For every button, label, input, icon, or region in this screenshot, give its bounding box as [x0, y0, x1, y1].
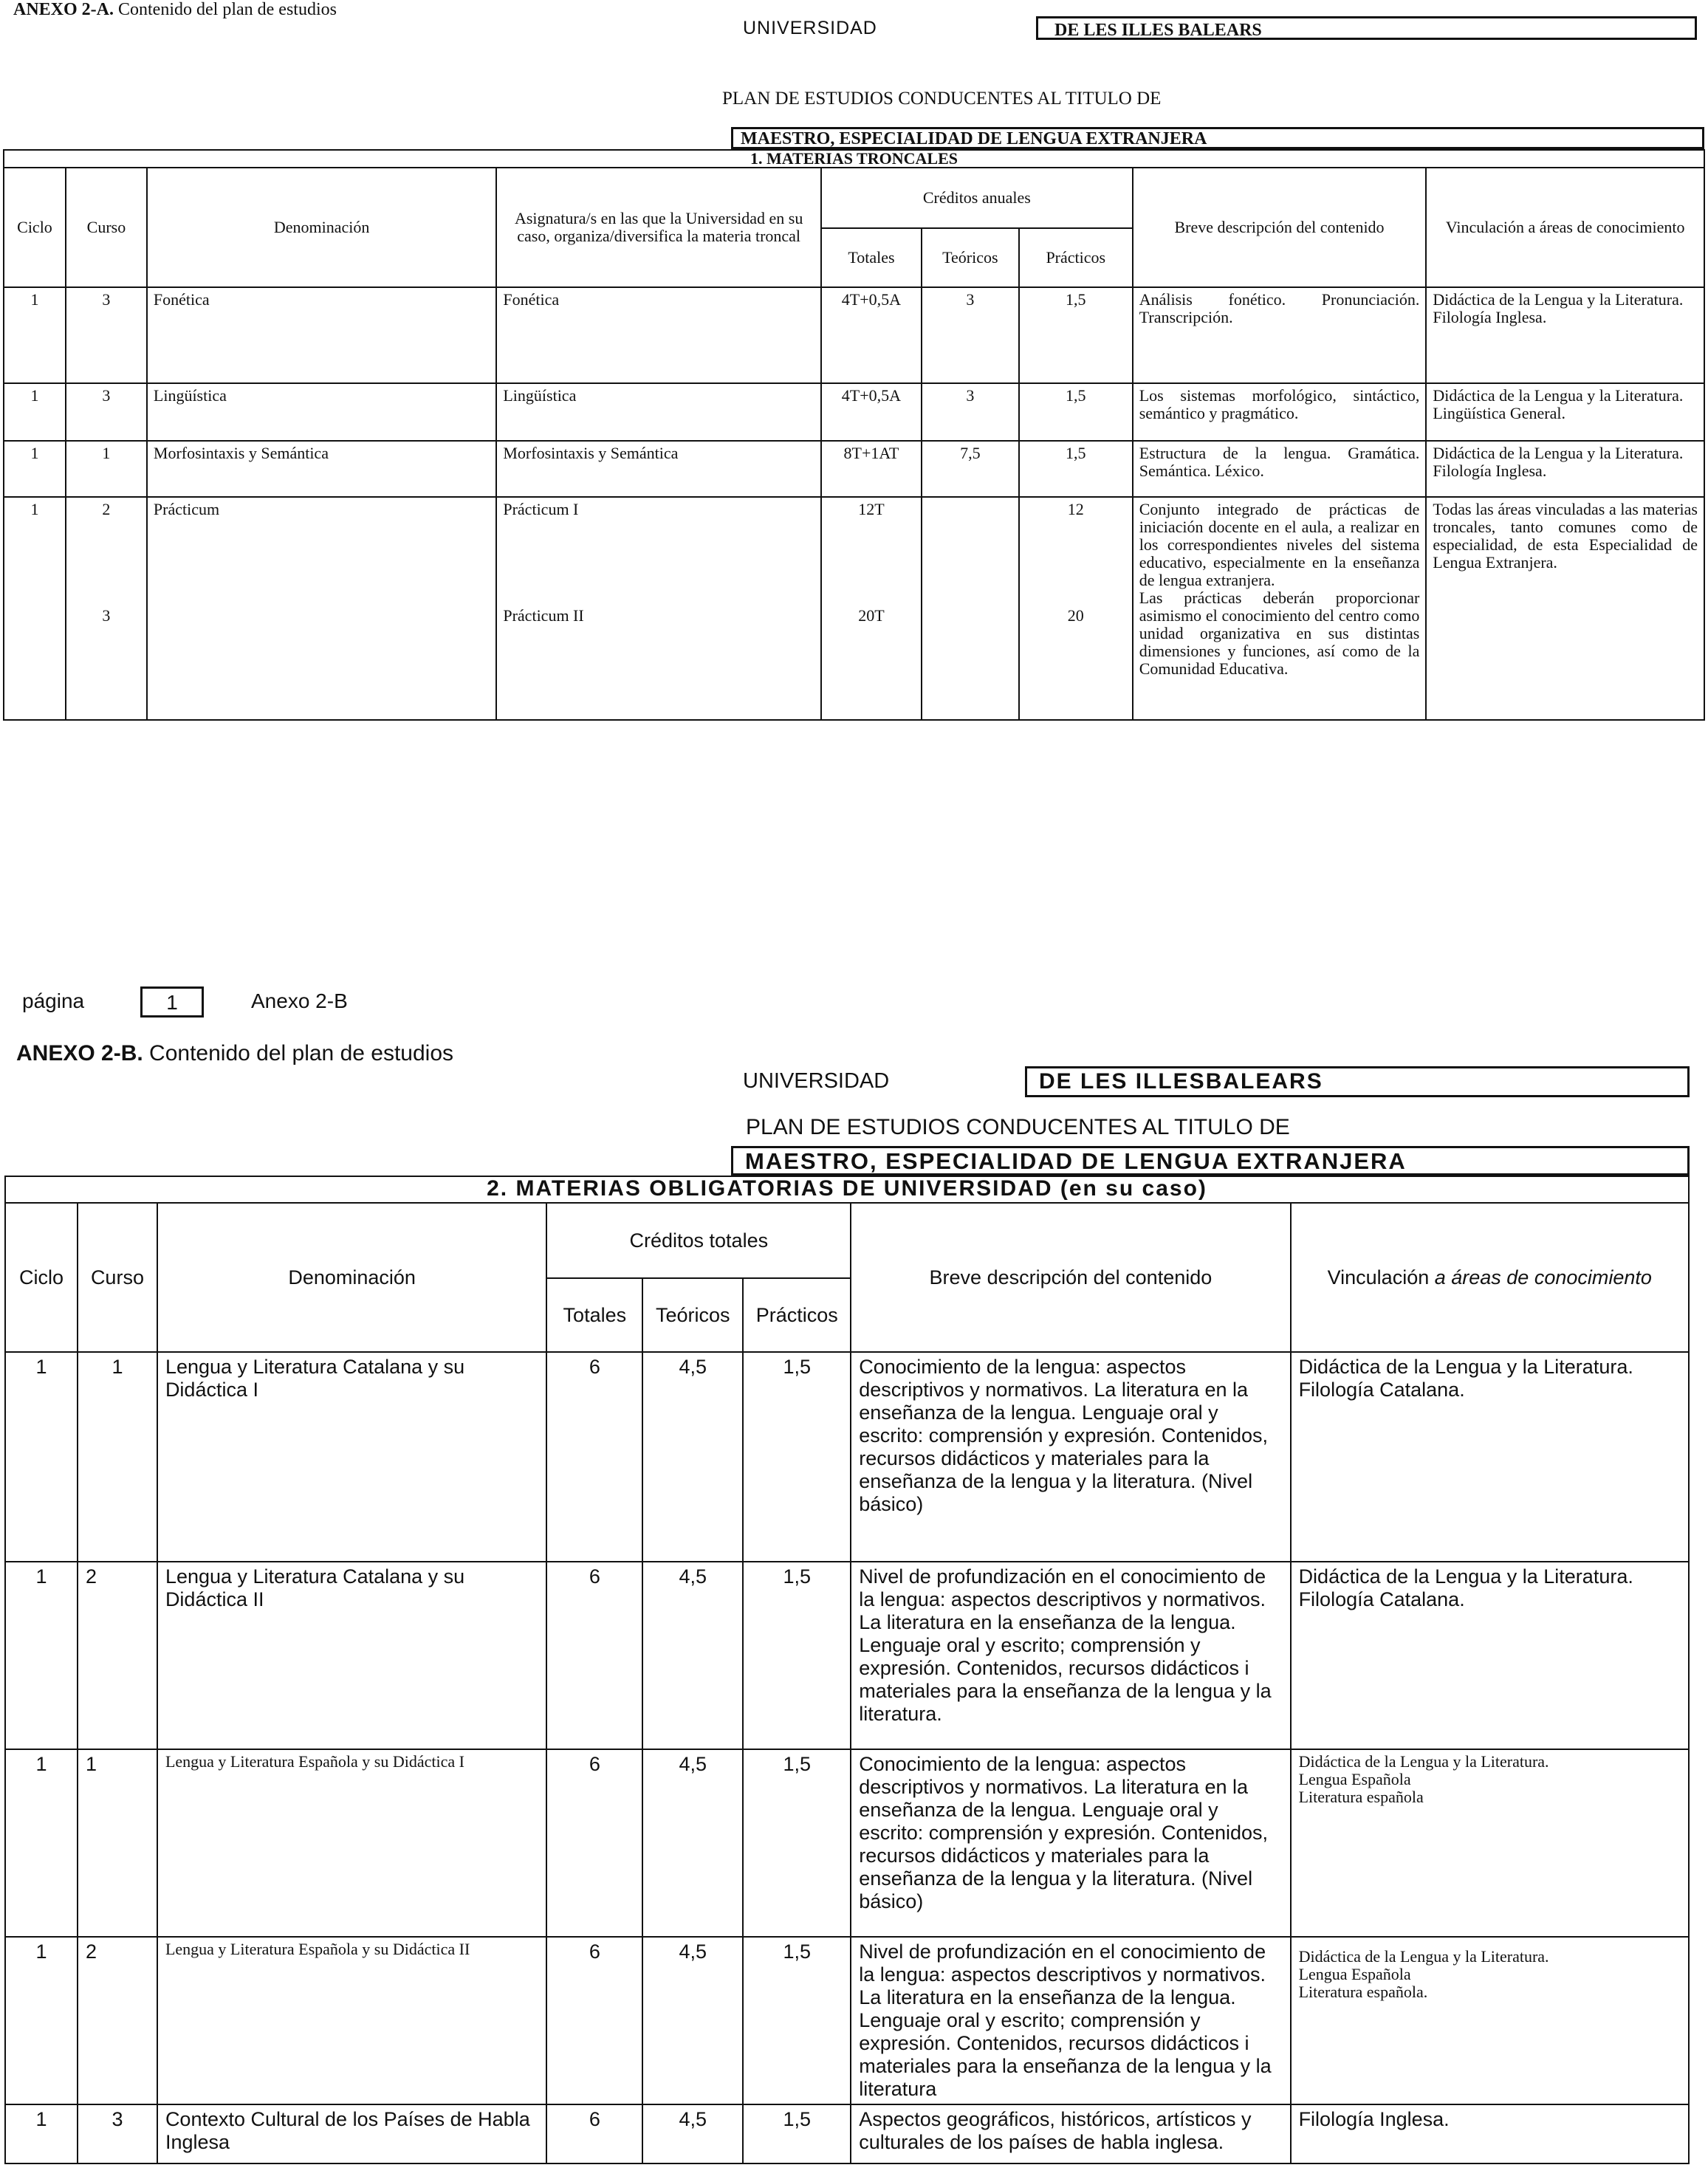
cell-totales: 8T+1AT [821, 441, 922, 497]
cell-denominacion: Lengua y Literatura Catalana y su Didáctica I [157, 1352, 546, 1562]
cell-teoricos [922, 497, 1019, 720]
cell-denominacion: Lengua y Literatura Española y su Didáctica II [157, 1937, 546, 2104]
table-row [5, 2104, 1689, 2163]
table-row [4, 497, 1704, 720]
annex-a-university-label: UNIVERSIDAD [743, 18, 877, 38]
table-row [4, 441, 1704, 497]
cell-vinculacion [1291, 1352, 1689, 1562]
annex-a-degree: MAESTRO, ESPECIALIDAD DE LENGUA EXTRANJERA [731, 127, 1704, 149]
vinculacion-line: Filología Catalana. [1298, 1379, 1465, 1401]
annex-a-code: ANEXO 2-A. [13, 0, 114, 19]
table-row [5, 1749, 1689, 1937]
vinculacion-line: Didáctica de la Lengua y la Literatura. [1298, 1565, 1633, 1588]
cell-ciclo: 1 [5, 1749, 78, 1937]
cell-practicos: 1,5 [1019, 383, 1133, 441]
cell-teoricos: 3 [922, 287, 1019, 383]
curso-value: 2 [102, 500, 111, 518]
cell-descripcion: Conocimiento de la lengua: aspectos descriptivos y normativos. La literatura en la enseñanza de la lengua. Lenguaje oral y escrito: comprensión y expresión. Contenidos, recursos didácticos y materiales para la enseñanza de la lengua y la literatura. (Nivel básico) [851, 1749, 1290, 1937]
page-label: página [22, 989, 85, 1012]
header-descripcion: Breve descripción del contenido [1133, 168, 1427, 287]
cell-descripcion: Nivel de profundización en el conocimiento de la lengua: aspectos descriptivos y normativos. La literatura en la enseñanza de la lengua. Lenguaje oral y escrito; comprensión y expresión. Contenidos, recursos didácticos i materiales para la enseñanza de la lengua y la literatura. [851, 1562, 1290, 1749]
cell-practicos: 1,5 [1019, 441, 1133, 497]
header-denominacion: Denominación [147, 168, 496, 287]
vinculacion-line: Filología Inglesa. [1298, 2108, 1450, 2130]
cell-totales: 6 [546, 1352, 642, 1562]
cell-totales: 6 [546, 2104, 642, 2163]
cell-vinculacion [1291, 2104, 1689, 2163]
header-vinculacion: Vinculación a áreas de conocimiento [1426, 168, 1704, 287]
cell-curso: 1 [66, 441, 147, 497]
cell-denominacion: Prácticum [147, 497, 496, 720]
annex-a-university-name: DE LES ILLES BALEARS [1036, 16, 1697, 40]
vinculacion-line: Didáctica de la Lengua y la Literatura. [1433, 290, 1684, 309]
practicos-value: 20 [1067, 606, 1084, 625]
troncales-table [3, 149, 1705, 721]
vinculacion-line: Filología Catalana. [1298, 1588, 1465, 1610]
cell-totales: 6 [546, 1749, 642, 1937]
vinculacion-line: Lengua Española [1298, 1770, 1411, 1788]
cell-descripcion: Conocimiento de la lengua: aspectos descriptivos y normativos. La literatura en la enseñanza de la lengua. Lenguaje oral y escrito: comprensión y expresión. Contenidos, recursos didácticos y materiales para la enseñanza de la lengua y la literatura. (Nivel básico) [851, 1352, 1290, 1562]
header-creditos: Créditos anuales [821, 168, 1133, 228]
cell-totales: 6 [546, 1562, 642, 1749]
cell-vinculacion [1426, 383, 1704, 441]
totales-value: 12T [858, 500, 885, 518]
practicos-value: 12 [1067, 500, 1084, 518]
cell-vinculacion [1426, 287, 1704, 383]
cell-teoricos: 4,5 [642, 1352, 743, 1562]
cell-teoricos: 4,5 [642, 1562, 743, 1749]
cell-denominacion: Lengua y Literatura Catalana y su Didáctica II [157, 1562, 546, 1749]
header-vinculacion-b: a áreas de conocimiento [1434, 1266, 1652, 1288]
cell-descripcion: Estructura de la lengua. Gramática. Semántica. Léxico. [1133, 441, 1427, 497]
descripcion-paragraph: Las prácticas deberán proporcionar asimismo el conocimiento del centro como unidad organizativa en sus distintas dimensiones y funciones, así como de la Comunidad Educativa. [1139, 588, 1420, 678]
cell-teoricos: 4,5 [642, 2104, 743, 2163]
cell-ciclo: 1 [4, 441, 66, 497]
cell-asignatura: Morfosintaxis y Semántica [496, 441, 821, 497]
header-denominacion: Denominación [157, 1203, 546, 1352]
asignatura-value: Prácticum I [503, 500, 579, 518]
cell-descripcion: Análisis fonético. Pronunciación. Transcripción. [1133, 287, 1427, 383]
header-curso: Curso [66, 168, 147, 287]
cell-curso: 3 [78, 2104, 157, 2163]
cell-denominacion: Lengua y Literatura Española y su Didáctica I [157, 1749, 546, 1937]
cell-vinculacion [1291, 1937, 1689, 2104]
header-ciclo: Ciclo [4, 168, 66, 287]
cell-curso [66, 497, 147, 720]
annex-b-subtitle: Contenido del plan de estudios [143, 1041, 454, 1066]
table-row [5, 1937, 1689, 2104]
header-descripcion: Breve descripción del contenido [851, 1203, 1290, 1352]
cell-practicos [1019, 497, 1133, 720]
cell-ciclo: 1 [4, 287, 66, 383]
vinculacion-line: Didáctica de la Lengua y la Literatura. [1298, 1752, 1549, 1771]
cell-descripcion: Aspectos geográficos, históricos, artísticos y culturales de los países de habla inglesa. [851, 2104, 1290, 2163]
header-totales: Totales [821, 228, 922, 287]
asignatura-value: Prácticum II [503, 606, 584, 625]
cell-curso: 1 [78, 1352, 157, 1562]
cell-vinculacion: Todas las áreas vinculadas a las materias troncales, tanto comunes como de especialidad, de esta Especialidad de Lengua Extranjera. [1426, 497, 1704, 720]
cell-vinculacion [1426, 441, 1704, 497]
vinculacion-line: Filología Inglesa. [1433, 308, 1547, 326]
cell-ciclo: 1 [5, 1352, 78, 1562]
cell-ciclo: 1 [5, 1562, 78, 1749]
header-vinculacion-a: Vinculación [1327, 1266, 1435, 1288]
cell-denominacion: Morfosintaxis y Semántica [147, 441, 496, 497]
cell-denominacion: Contexto Cultural de los Países de Habla Inglesa [157, 2104, 546, 2163]
vinculacion-line: Literatura española [1298, 1788, 1424, 1806]
header-asignatura: Asignatura/s en las que la Universidad en su caso, organiza/diversifica la materia troncal [496, 168, 821, 287]
annex-b-title [16, 1041, 453, 1066]
vinculacion-line: Didáctica de la Lengua y la Literatura. [1298, 1356, 1633, 1378]
cell-descripcion: Nivel de profundización en el conocimiento de la lengua: aspectos descriptivos y normativos. La literatura en la enseñanza de la lengua. Lenguaje oral y escrito; comprensión y expresión. Contenidos, recursos didácticos i materiales para la enseñanza de la lengua y la literatura [851, 1937, 1290, 2104]
cell-totales [821, 497, 922, 720]
cell-practicos: 1,5 [743, 1562, 851, 1749]
cell-curso: 2 [78, 1937, 157, 2104]
cell-curso: 3 [66, 383, 147, 441]
page-number: 1 [140, 986, 204, 1018]
vinculacion-line: Lingüística General. [1433, 404, 1565, 422]
cell-vinculacion [1291, 1562, 1689, 1749]
cell-asignatura: Lingüística [496, 383, 821, 441]
annex-b-degree: MAESTRO, ESPECIALIDAD DE LENGUA EXTRANJERA [731, 1146, 1690, 1176]
cell-curso: 1 [78, 1749, 157, 1937]
cell-teoricos: 4,5 [642, 1937, 743, 2104]
cell-ciclo: 1 [4, 497, 66, 720]
cell-practicos: 1,5 [743, 1352, 851, 1562]
cell-totales: 6 [546, 1937, 642, 2104]
cell-descripcion [1133, 497, 1427, 720]
header-teoricos: Teóricos [642, 1278, 743, 1352]
cell-practicos: 1,5 [743, 1749, 851, 1937]
table-row [5, 1562, 1689, 1749]
annex-b-code: ANEXO 2-B. [16, 1041, 143, 1066]
cell-teoricos: 4,5 [642, 1749, 743, 1937]
page-annex-label: Anexo 2-B [251, 989, 348, 1012]
vinculacion-line: Didáctica de la Lengua y la Literatura. [1433, 386, 1684, 405]
table-row [4, 383, 1704, 441]
vinculacion-line: Didáctica de la Lengua y la Literatura. [1298, 1947, 1549, 1966]
cell-denominacion: Lingüística [147, 383, 496, 441]
totales-value: 20T [858, 606, 885, 625]
table-row [4, 287, 1704, 383]
obligatorias-table-title: 2. MATERIAS OBLIGATORIAS DE UNIVERSIDAD (en su caso) [5, 1176, 1689, 1203]
cell-practicos: 1,5 [1019, 287, 1133, 383]
annex-a-plan-title: PLAN DE ESTUDIOS CONDUCENTES AL TITULO DE [722, 89, 1162, 109]
annex-a-title [13, 0, 337, 20]
cell-denominacion: Fonética [147, 287, 496, 383]
header-vinculacion [1291, 1203, 1689, 1352]
cell-ciclo: 1 [5, 1937, 78, 2104]
header-creditos: Créditos totales [546, 1203, 851, 1278]
cell-descripcion: Los sistemas morfológico, sintáctico, semántico y pragmático. [1133, 383, 1427, 441]
cell-asignatura: Fonética [496, 287, 821, 383]
annex-b-university-name: DE LES ILLESBALEARS [1025, 1066, 1690, 1097]
cell-asignatura [496, 497, 821, 720]
vinculacion-line: Literatura española. [1298, 1983, 1428, 2001]
cell-curso: 2 [78, 1562, 157, 1749]
cell-curso: 3 [66, 287, 147, 383]
cell-ciclo: 1 [5, 2104, 78, 2163]
cell-ciclo: 1 [4, 383, 66, 441]
cell-practicos: 1,5 [743, 1937, 851, 2104]
annex-b-university-label: UNIVERSIDAD [743, 1069, 890, 1093]
cell-practicos: 1,5 [743, 2104, 851, 2163]
table-row [5, 1352, 1689, 1562]
curso-value: 3 [102, 606, 111, 625]
cell-totales: 4T+0,5A [821, 287, 922, 383]
cell-vinculacion [1291, 1749, 1689, 1937]
vinculacion-line: Lengua Española [1298, 1965, 1411, 1983]
cell-totales: 4T+0,5A [821, 383, 922, 441]
vinculacion-line: Didáctica de la Lengua y la Literatura. [1433, 444, 1684, 462]
vinculacion-line: Filología Inglesa. [1433, 461, 1547, 480]
header-curso: Curso [78, 1203, 157, 1352]
header-practicos: Prácticos [1019, 228, 1133, 287]
header-practicos: Prácticos [743, 1278, 851, 1352]
annex-a-subtitle: Contenido del plan de estudios [114, 0, 337, 19]
cell-teoricos: 7,5 [922, 441, 1019, 497]
cell-teoricos: 3 [922, 383, 1019, 441]
annex-b-plan-title: PLAN DE ESTUDIOS CONDUCENTES AL TITULO DE [746, 1115, 1290, 1139]
header-totales: Totales [546, 1278, 642, 1352]
header-teoricos: Teóricos [922, 228, 1019, 287]
descripcion-paragraph: Conjunto integrado de prácticas de iniciación docente en el aula, a realizar en los correspondientes niveles del sistema educativo, especialmente en la enseñanza de lengua extranjera. [1139, 500, 1420, 589]
obligatorias-table [4, 1176, 1690, 2164]
troncales-table-title: 1. MATERIAS TRONCALES [4, 150, 1704, 168]
header-ciclo: Ciclo [5, 1203, 78, 1352]
